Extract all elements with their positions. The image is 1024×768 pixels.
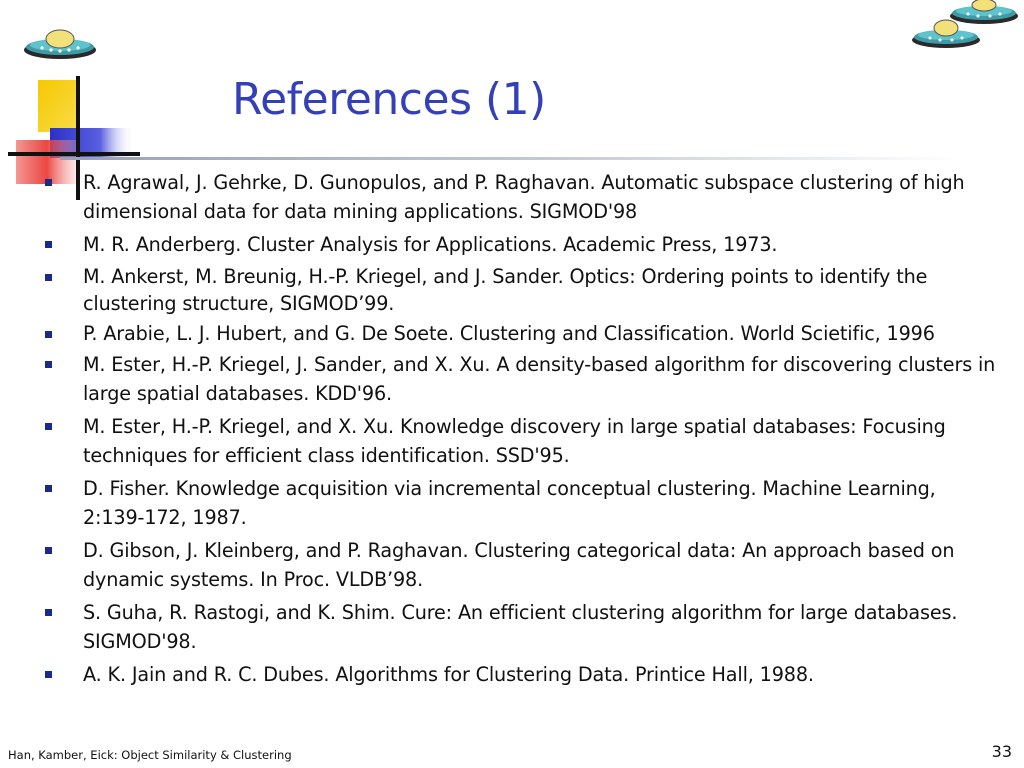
list-item: [40, 536, 1000, 594]
bullet-icon: [45, 361, 52, 368]
slide-title: References (1): [232, 74, 546, 125]
reference-text: P. Arabie, L. J. Hubert, and G. De Soete. Clustering and Classification. World Scietific, 1996: [83, 322, 935, 345]
list-item: [40, 230, 1000, 259]
list-item: [40, 168, 1000, 226]
bullet-icon: [45, 241, 52, 248]
list-item: [40, 350, 1000, 408]
reference-text: R. Agrawal, J. Gehrke, D. Gunopulos, and P. Raghavan. Automatic subspace clustering of high dimensional data for data mining applications. SIGMOD'98: [83, 171, 965, 223]
reference-text: D. Fisher. Knowledge acquisition via incremental conceptual clustering. Machine Learning, 2:139-172, 1987.: [83, 477, 936, 529]
reference-list: [40, 168, 1000, 693]
ufo-icon: [20, 26, 100, 62]
page-number: 33: [991, 742, 1012, 761]
reference-text: M. R. Anderberg. Cluster Analysis for Applications. Academic Press, 1973.: [83, 233, 778, 256]
ufo-icon: [908, 16, 984, 50]
bullet-icon: [45, 179, 52, 186]
title-divider: [60, 157, 960, 160]
bullet-icon: [45, 423, 52, 430]
reference-text: A. K. Jain and R. C. Dubes. Algorithms for Clustering Data. Printice Hall, 1988.: [83, 663, 814, 686]
list-item: [40, 660, 1000, 689]
reference-text: D. Gibson, J. Kleinberg, and P. Raghavan. Clustering categorical data: An approach based on dynamic systems. In Proc. VLDB’98.: [83, 539, 955, 591]
reference-text: M. Ankerst, M. Breunig, H.-P. Kriegel, and J. Sander. Optics: Ordering points to identify the clustering structure, SIGMOD’99.: [83, 265, 928, 315]
reference-text: M. Ester, H.-P. Kriegel, and X. Xu. Knowledge discovery in large spatial databases: Focusing techniques for efficient class identification. SSD'95.: [83, 415, 946, 467]
bullet-icon: [45, 671, 52, 678]
list-item: [40, 263, 1000, 317]
list-item: [40, 320, 1000, 347]
bullet-icon: [45, 547, 52, 554]
bullet-icon: [45, 609, 52, 616]
reference-text: M. Ester, H.-P. Kriegel, J. Sander, and X. Xu. A density-based algorithm for discovering clusters in large spatial databases. KDD'96.: [83, 353, 996, 405]
bullet-icon: [45, 331, 52, 338]
list-item: [40, 474, 1000, 532]
list-item: [40, 598, 1000, 656]
footer-text: Han, Kamber, Eick: Object Similarity & Clustering: [8, 748, 292, 762]
bullet-icon: [45, 485, 52, 492]
list-item: [40, 412, 1000, 470]
reference-text: S. Guha, R. Rastogi, and K. Shim. Cure: An efficient clustering algorithm for large databases. SIGMOD'98.: [83, 601, 958, 653]
bullet-icon: [45, 274, 52, 281]
